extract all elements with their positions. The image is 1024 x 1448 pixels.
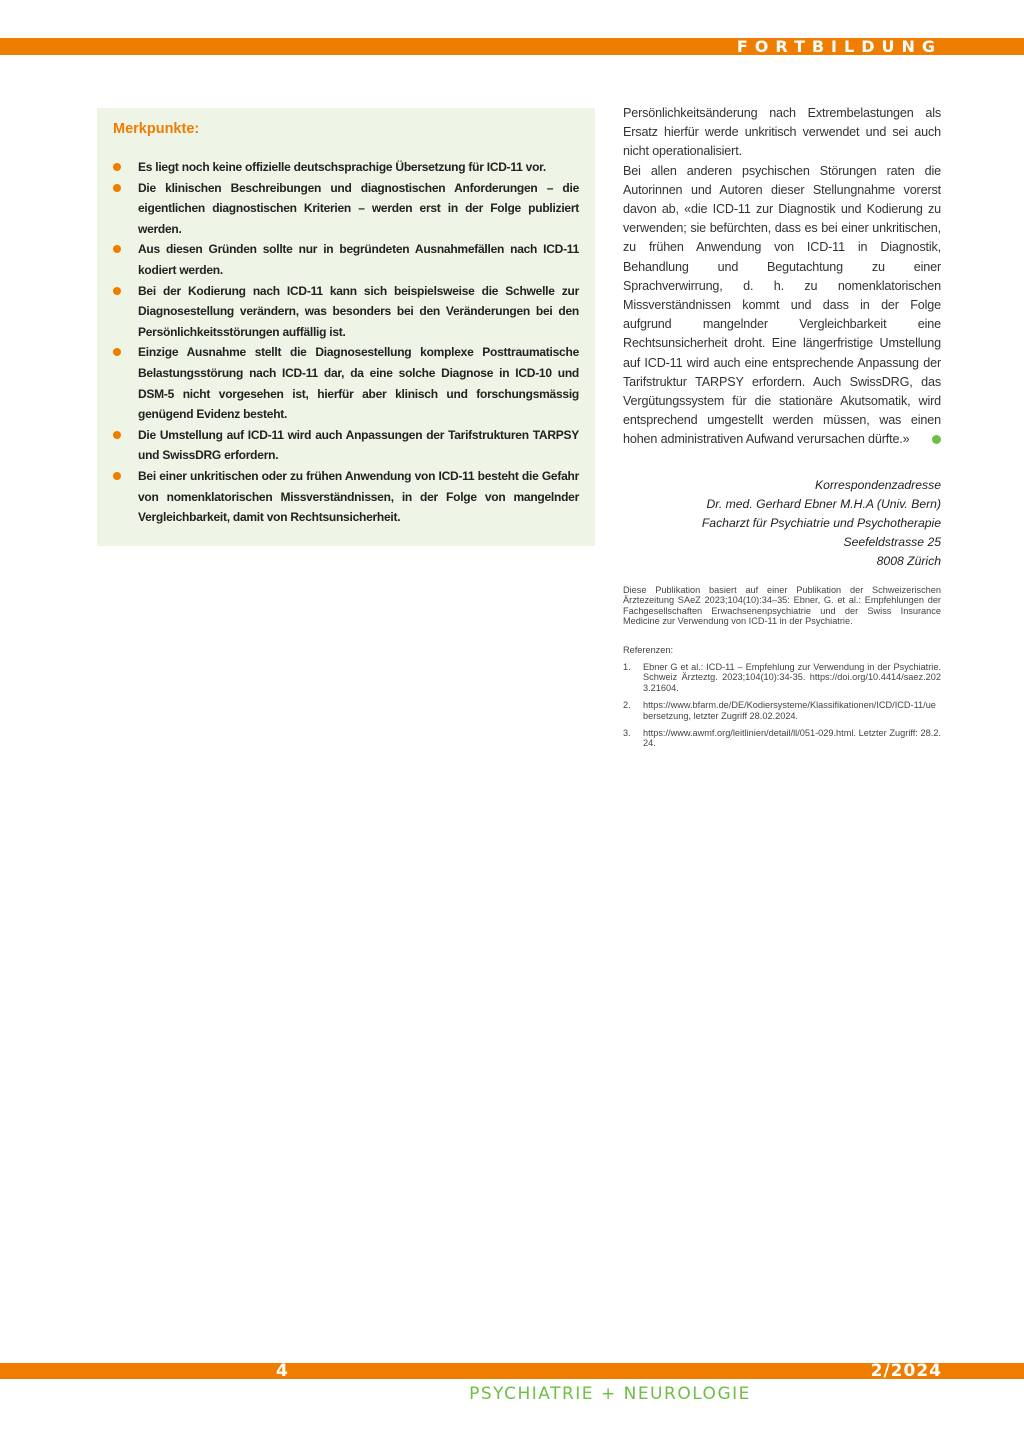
key-point-item: Bei der Kodierung nach ICD-11 kann sich beispielsweise die Schwelle zur Diagnosestellung verändern, was besonders bei den Veränderungen bei den Persönlichkeitsstörungen auffällig ist. [113, 281, 579, 343]
key-point-item: Einzige Ausnahme stellt die Diagnosestellung komplexe Posttraumatische Belastungsstörung nach ICD-11 dar, da eine solche Diagnose in ICD-10 und DSM-5 nicht vorgesehen ist, hierfür aber klinisch und forschungsmässig genügend Evidenz besteht. [113, 342, 579, 424]
author-title: Facharzt für Psychiatrie und Psychotherapie [701, 515, 941, 530]
issue-number: 2/2024 [870, 1361, 942, 1381]
references-title: Referenzen: [623, 645, 674, 656]
author-name: Dr. med. Gerhard Ebner M.H.A (Univ. Bern) [706, 496, 941, 511]
reference-item: 1. Ebner G et al.: ICD-11 – Empfehlung zur Verwendung in der Psychiatrie. Schweiz Ärzteztg. 2023;104(10):34-35. https://doi.org/10.4414/saez.2023.21604. [623, 662, 941, 693]
bullet-icon [113, 472, 121, 480]
key-point-item: Die Umstellung auf ICD-11 wird auch Anpassungen der Tarifstrukturen TARPSY und SwissDRG erfordern. [113, 425, 579, 466]
key-points-box [97, 108, 595, 546]
key-point-item: Bei einer unkritischen oder zu frühen Anwendung von ICD-11 besteht die Gefahr von nomenklatorischen Missverständnissen, in der Folge von mangelnder Vergleichbarkeit, damit von Rechtsunsicherheit. [113, 466, 579, 528]
address-label: Korrespondenzadresse [814, 477, 941, 492]
key-point-item: Aus diesen Gründen sollte nur in begründeten Ausnahmefällen nach ICD-11 kodiert werden. [113, 239, 579, 280]
publication-note: Diese Publikation basiert auf einer Publikation der Schweizerischen Ärztezeitung SAeZ 2023;104(10):34–35: Ebner, G. et al.: Empfehlungen der Fachgesellschaften Erwachsenenpsychiatrie und der Swiss Insurance Medicine zur Verwendung von ICD-11 in der Psychiatrie. [623, 584, 941, 627]
page-number: 4 [276, 1361, 288, 1381]
bullet-icon [113, 348, 121, 356]
key-points-list [113, 157, 579, 528]
key-point-item: Die klinischen Beschreibungen und diagnostischen Anforderungen – die eigentlichen diagnostischen Kriterien – werden erst in der Folge publiziert werden. [113, 178, 579, 240]
section-label: FORTBILDUNG [736, 37, 942, 56]
references-list [623, 662, 941, 749]
journal-title: PSYCHIATRIE + NEUROLOGIE [469, 1384, 751, 1404]
right-column [623, 104, 941, 756]
article-paragraph: Bei allen anderen psychischen Störungen raten die Autorinnen und Autoren dieser Stellungnahme vorerst davon ab, «die ICD-11 zur Diagnostik und Kodierung zu verwenden; sie befürchten, dass es bei einer unkritischen, zu frühen Anwendung von ICD-11 in Diagnostik, Behandlung und Begutachtung zu einer Sprachverwirrung, d. h. zu nomenklatorischen Missverständnissen kommt und dass in der Folge aufgrund mangelnder Vergleichbarkeit eine Rechtsunsicherheit droht. Eine längerfristige Umstellung auf ICD-11 wird auch eine entsprechende Anpassung der Tarifstruktur TARPSY erfordern. Auch SwissDRG, das Vergütungssystem für die stationäre Akutsomatik, wird entsprechend umgestellt werden müssen, was einen hohen administrativen Aufwand verursachen dürfte.» [623, 163, 941, 447]
bullet-icon [113, 184, 121, 192]
bullet-icon [113, 163, 121, 171]
address-street: Seefeldstrasse 25 [843, 534, 941, 549]
key-points-title: Merkpunkte: [113, 121, 200, 137]
article-paragraph: Persönlichkeitsänderung nach Extrembelastungen als Ersatz hierfür werde unkritisch verwendet und sei auch nicht operationalisiert. [623, 106, 941, 159]
bullet-icon [113, 431, 121, 439]
correspondence-address [623, 476, 941, 571]
address-city: 8008 Zürich [876, 553, 941, 568]
key-point-item: Es liegt noch keine offizielle deutschsprachige Übersetzung für ICD-11 vor. [113, 157, 579, 178]
bullet-icon [113, 245, 121, 253]
bullet-icon [113, 287, 121, 295]
reference-item: 2. https://www.bfarm.de/DE/Kodiersysteme/Klassifikationen/ICD/ICD-11/uebersetzung, letzter Zugriff 28.02.2024. [623, 700, 936, 721]
reference-item: 3. https://www.awmf.org/leitlinien/detail/ll/051-029.html. Letzter Zugriff: 28.2.24. [623, 728, 941, 749]
end-of-article-icon [932, 435, 941, 444]
